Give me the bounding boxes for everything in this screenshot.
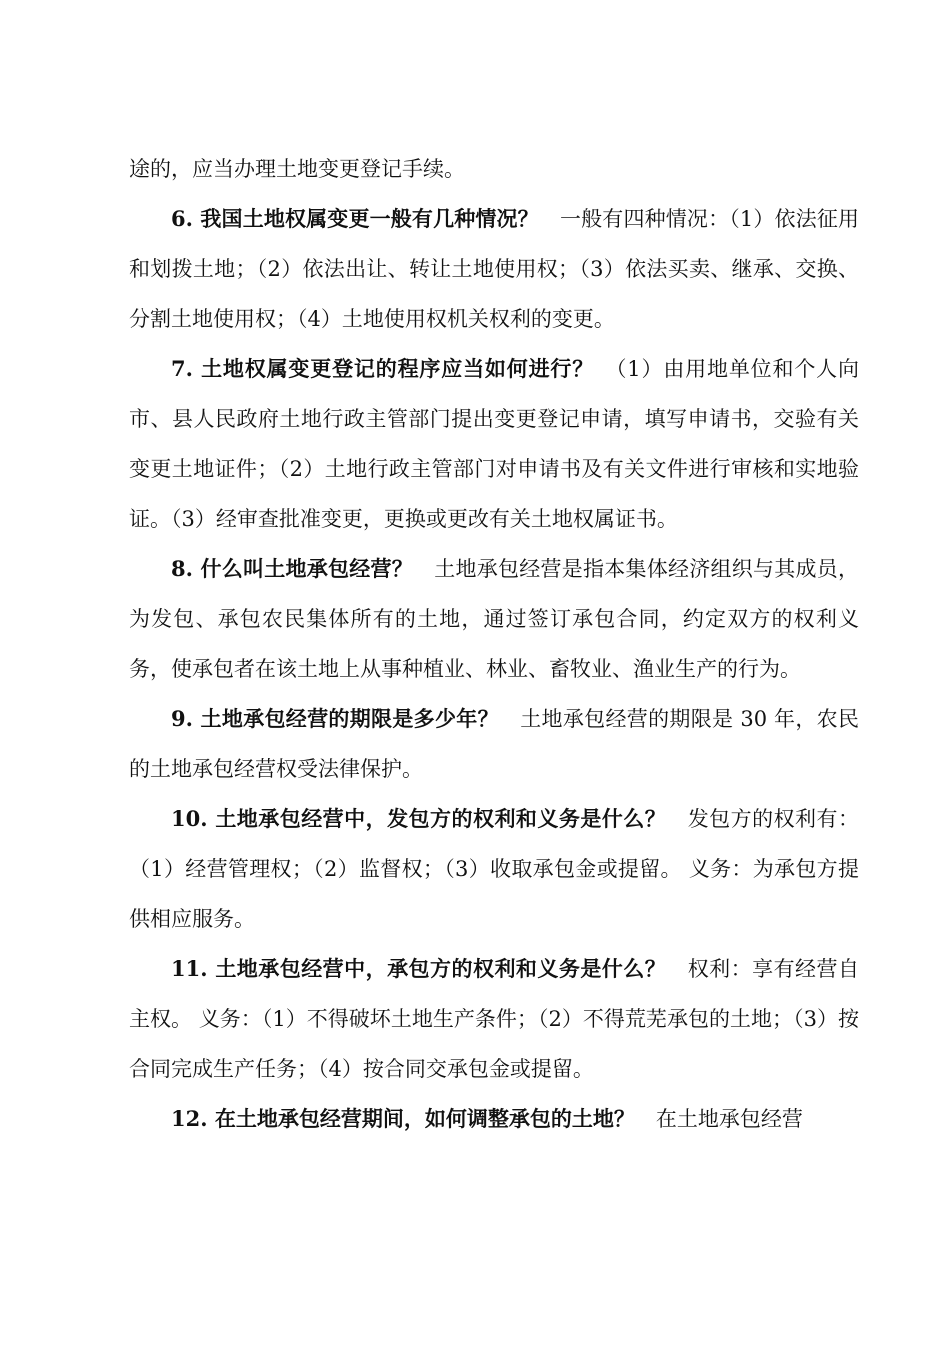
question-11: 11. 土地承包经营中，承包方的权利和义务是什么？: [171, 956, 667, 981]
question-9: 9. 土地承包经营的期限是多少年？: [171, 706, 499, 731]
answer-11: 权利：享有经营自主权。 义务：（1）不得破坏土地生产条件；（2）不得荒芜承包的土地；（3）按合同完成生产任务；（4）按合同交承包金或提留。: [129, 957, 860, 1081]
answer-7: （1）由用地单位和个人向市、县人民政府土地行政主管部门提出变更登记申请，填写申请书，交验有关变更土地证件；（2）土地行政主管部门对申请书及有关文件进行审核和实地验证。（3）经审查批准变更，更换或更改有关土地权属证书。: [129, 357, 860, 531]
answer-8: 土地承包经营是指本集体经济组织与其成员，为发包、承包农民集体所有的土地，通过签订承包合同，约定双方的权利义务，使承包者在该土地上从事种植业、林业、畜牧业、渔业生产的行为。: [129, 557, 860, 681]
question-10: 10. 土地承包经营中，发包方的权利和义务是什么？: [171, 806, 667, 831]
answer-10: 发包方的权利有：（1）经营管理权；（2）监督权；（3）收取承包金或提留。 义务：为承包方提供相应服务。: [129, 807, 860, 931]
answer-12: 在土地承包经营: [655, 1107, 803, 1131]
question-8: 8. 什么叫土地承包经营？: [171, 556, 413, 581]
qa-paragraph-12: [129, 1094, 859, 1144]
qa-paragraph-9: [129, 694, 859, 794]
answer-9: 土地承包经营的期限是 30 年，农民的土地承包经营权受法律保护。: [129, 707, 859, 781]
qa-paragraph-10: [129, 794, 859, 944]
qa-paragraph-6: [129, 194, 859, 344]
question-7: 7. 土地权属变更登记的程序应当如何进行？: [171, 356, 595, 381]
question-6: 6. 我国土地权属变更一般有几种情况？: [171, 206, 539, 231]
question-12: 12. 在土地承包经营期间，如何调整承包的土地？: [171, 1106, 635, 1131]
document-body: [129, 144, 859, 1144]
qa-paragraph-7: [129, 344, 859, 544]
answer-6: 一般有四种情况：（1）依法征用和划拨土地；（2）依法出让、转让土地使用权；（3）依法买卖、继承、交换、分割土地使用权；（4）土地使用权机关权利的变更。: [129, 207, 859, 331]
qa-paragraph-11: [129, 944, 859, 1094]
continuation-paragraph: 途的，应当办理土地变更登记手续。: [129, 157, 465, 181]
qa-paragraph-8: [129, 544, 859, 694]
